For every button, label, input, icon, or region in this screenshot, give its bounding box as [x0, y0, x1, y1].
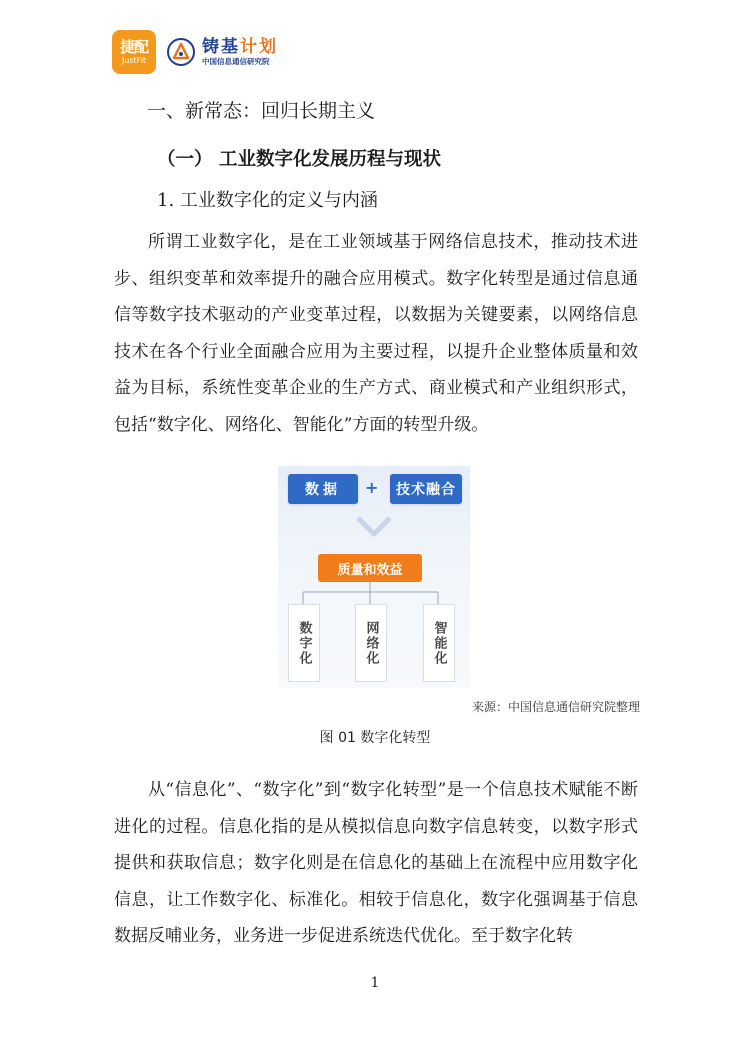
zhuji-logo-title — [202, 37, 278, 57]
figure-column-intelligence: 智能化 — [423, 604, 455, 682]
zhuji-logo — [166, 37, 278, 67]
zhuji-emblem-icon — [166, 37, 196, 67]
page-number: 1 — [370, 975, 380, 991]
body-paragraph-1: 所谓工业数字化，是在工业领域基于网络信息技术，推动技术进步、组织变革和效率提升的融合应用模式。数字化转型是通过信息通信等数字技术驱动的产业变革过程，以数据为关键要素，以网络信息技术在各个行业全面融合应用为主要过程，以提升企业整体质量和效益为目标，系统性变革企业的生产方式、商业模式和产业组织形式，包括“数字化、网络化、智能化”方面的转型升级。 — [114, 232, 638, 435]
body-paragraph-2: 从“信息化”、“数字化”到“数字化转型”是一个信息技术赋能不断进化的过程。信息化指的是从模拟信息向数字信息转变，以数字形式提供和获取信息；数字化则是在信息化的基础上在流程中应用数字化信息，让工作数字化、标准化。相较于信息化，数字化强调基于信息数据反哺业务，业务进一步促进系统迭代优化。至于数字化转 — [114, 780, 638, 946]
justfit-logo-en: JustFit — [121, 55, 147, 65]
figure-box-tech: 技术融合 — [390, 474, 462, 504]
zhuji-title-a: 铸基 — [202, 37, 240, 57]
zhuji-title-b: 计划 — [240, 37, 278, 57]
chevron-down-icon — [358, 518, 390, 534]
section-heading-3: 1. 工业数字化的定义与内涵 — [157, 190, 378, 211]
zhuji-logo-subtitle: 中国信息通信研究院 — [202, 57, 270, 66]
figure-box-quality: 质量和效益 — [318, 554, 422, 582]
digital-transformation-figure — [278, 466, 470, 688]
figure-source: 来源：中国信息通信研究院整理 — [471, 700, 640, 714]
figure-column-digitization: 数字化 — [288, 604, 320, 682]
page-header — [112, 30, 278, 74]
figure-box-data: 数据 — [288, 474, 358, 504]
figure-plus-sign: + — [365, 478, 379, 497]
figure-caption: 图 01 数字化转型 — [319, 730, 431, 746]
justfit-logo-cn: 捷配 — [119, 37, 148, 56]
section-heading-2: （一） 工业数字化发展历程与现状 — [157, 149, 441, 170]
section-heading-1: 一、新常态：回归长期主义 — [147, 100, 376, 122]
justfit-logo — [112, 30, 156, 74]
figure-column-networking: 网络化 — [355, 604, 387, 682]
